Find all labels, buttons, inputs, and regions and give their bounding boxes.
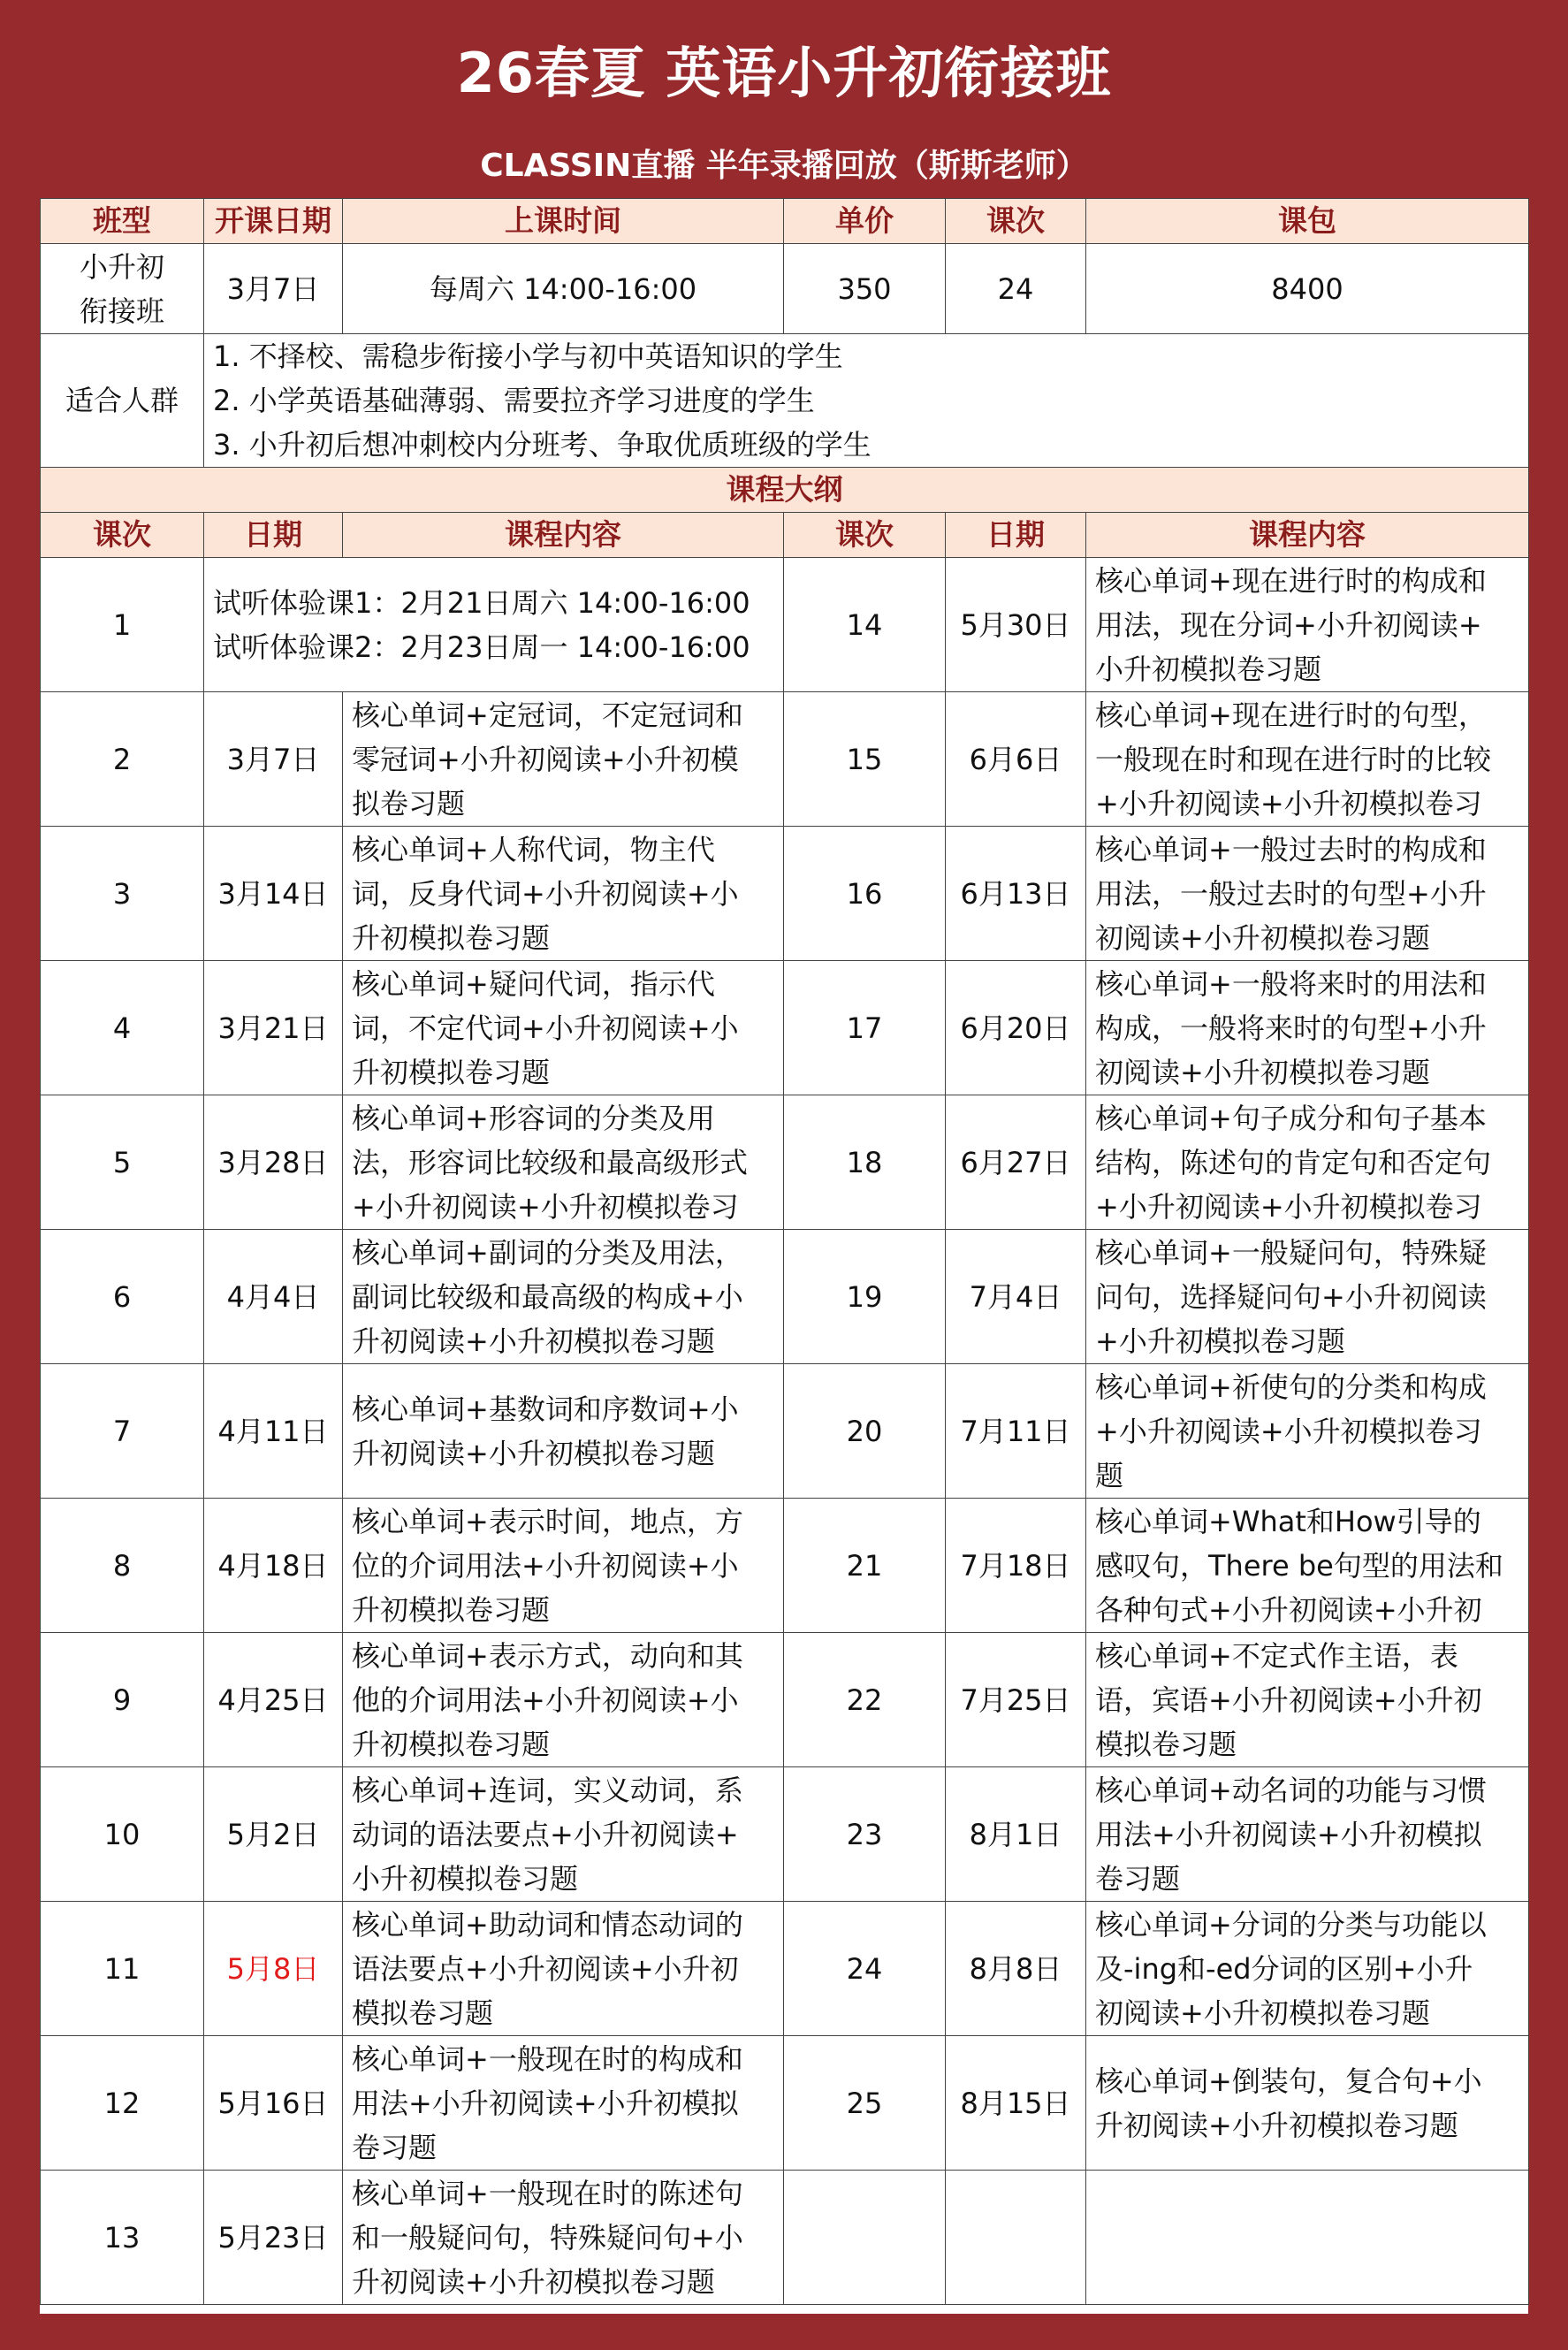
content-line: 用法+小升初阅读+小升初模拟 (352, 2086, 739, 2120)
content-line: 升初阅读+小升初模拟卷习题 (1095, 2108, 1458, 2142)
content-line: 试听体验课2：2月23日周一 14:00-16:00 (213, 629, 750, 664)
lesson-number: 18 (784, 1095, 946, 1230)
audience-list (204, 334, 1529, 468)
content-line: 卷习题 (1095, 1861, 1181, 1896)
lesson-date: 5月8日 (204, 1902, 343, 2036)
content-line: 小升初模拟卷习题 (1095, 652, 1322, 686)
lesson-content (343, 2171, 784, 2305)
content-line: 和一般疑问句，特殊疑问句+小 (352, 2220, 743, 2255)
info-value-row (41, 244, 1529, 334)
content-line: 核心单词+一般将来时的用法和 (1095, 966, 1487, 1001)
content-line: 核心单词+不定式作主语，表 (1095, 1638, 1458, 1673)
content-line: 升初模拟卷习题 (352, 920, 551, 955)
audience-row (41, 334, 1529, 468)
content-line: 构成，一般将来时的句型+小升 (1095, 1011, 1487, 1045)
audience-item: 1. 不择校、需稳步衔接小学与初中英语知识的学生 (213, 340, 843, 373)
content-line: +小升初阅读+小升初模拟卷习 (1095, 1414, 1482, 1448)
lesson-content (1086, 1633, 1529, 1767)
content-line: 核心单词+助动词和情态动词的 (352, 1907, 743, 1942)
lesson-date: 3月28日 (204, 1095, 343, 1230)
header-lesson-no: 课次 (784, 513, 946, 558)
content-line: 核心单词+表示时间，地点，方 (352, 1504, 743, 1538)
lesson-content (1086, 827, 1529, 961)
syllabus-row (41, 1767, 1529, 1902)
lesson-number: 7 (41, 1364, 204, 1499)
lesson-content (1086, 1767, 1529, 1902)
content-line: 小升初模拟卷习题 (352, 1861, 579, 1896)
lesson-number: 10 (41, 1767, 204, 1902)
content-line: 法，形容词比较级和最高级形式 (352, 1145, 749, 1179)
syllabus-row (41, 1364, 1529, 1499)
header-sessions: 课次 (946, 199, 1086, 244)
syllabus-row (41, 2036, 1529, 2171)
trial-lessons-cell (204, 558, 784, 692)
audience-item: 2. 小学英语基础薄弱、需要拉齐学习进度的学生 (213, 384, 815, 417)
lesson-content (1086, 961, 1529, 1095)
content-line: 他的介词用法+小升初阅读+小 (352, 1682, 739, 1717)
lesson-number: 3 (41, 827, 204, 961)
lesson-date: 5月16日 (204, 2036, 343, 2171)
lesson-date: 7月11日 (946, 1364, 1086, 1499)
content-line: 核心单词+现在进行时的句型， (1095, 698, 1487, 732)
class-type-cell (41, 244, 204, 334)
lesson-content (343, 827, 784, 961)
lesson-date: 6月27日 (946, 1095, 1086, 1230)
content-line: 卷习题 (352, 2130, 438, 2164)
class-time-cell: 每周六 14:00-16:00 (343, 244, 784, 334)
syllabus-row (41, 1499, 1529, 1633)
lesson-number: 8 (41, 1499, 204, 1633)
content-line: 词，反身代词+小升初阅读+小 (352, 876, 739, 911)
content-line: 核心单词+动名词的功能与习惯 (1095, 1773, 1487, 1807)
syllabus-row (41, 827, 1529, 961)
lesson-number: 1 (41, 558, 204, 692)
lesson-content (1086, 1095, 1529, 1230)
content-line: +小升初阅读+小升初模拟卷习 (352, 1189, 739, 1224)
lesson-date: 8月8日 (946, 1902, 1086, 2036)
content-line: +小升初阅读+小升初模拟卷习 (1095, 786, 1482, 820)
content-line: 语法要点+小升初阅读+小升初 (352, 1951, 739, 1986)
lesson-content (343, 1499, 784, 1633)
lesson-number: 17 (784, 961, 946, 1095)
syllabus-row (41, 1902, 1529, 2036)
lesson-date (946, 2171, 1086, 2305)
lesson-date: 8月1日 (946, 1767, 1086, 1902)
content-line: 感叹句，There be句型的用法和 (1095, 1548, 1503, 1583)
content-line: 核心单词+现在进行时的构成和 (1095, 563, 1487, 598)
content-line: 用法，现在分词+小升初阅读+ (1095, 607, 1482, 642)
course-table (40, 198, 1529, 2305)
unit-price-cell: 350 (784, 244, 946, 334)
content-line: 及-ing和-ed分词的区别+小升 (1095, 1951, 1473, 1986)
lesson-content (343, 2036, 784, 2171)
lesson-number: 25 (784, 2036, 946, 2171)
content-line: 升初阅读+小升初模拟卷习题 (352, 1436, 715, 1470)
lesson-number (784, 2171, 946, 2305)
content-line: 初阅读+小升初模拟卷习题 (1095, 1995, 1430, 2030)
lesson-number: 5 (41, 1095, 204, 1230)
syllabus-row (41, 2171, 1529, 2305)
content-line: 动词的语法要点+小升初阅读+ (352, 1817, 739, 1851)
content-line: 题 (1095, 1458, 1124, 1492)
content-line: 升初阅读+小升初模拟卷习题 (352, 1324, 715, 1358)
lesson-date: 4月25日 (204, 1633, 343, 1767)
lesson-content (1086, 692, 1529, 827)
lesson-number: 16 (784, 827, 946, 961)
header-lesson-no: 课次 (41, 513, 204, 558)
lesson-number: 11 (41, 1902, 204, 2036)
lesson-date: 6月6日 (946, 692, 1086, 827)
class-type-line: 衔接班 (79, 294, 164, 328)
content-line: 用法，一般过去时的句型+小升 (1095, 876, 1487, 911)
content-line: +小升初模拟卷习题 (1095, 1324, 1345, 1358)
course-sheet (40, 198, 1528, 2314)
content-line: 核心单词+句子成分和句子基本 (1095, 1101, 1487, 1135)
content-line: 核心单词+表示方式，动向和其 (352, 1638, 743, 1673)
lesson-number: 15 (784, 692, 946, 827)
content-line: 核心单词+定冠词，不定冠词和 (352, 698, 743, 732)
lesson-content (343, 1767, 784, 1902)
content-line: 核心单词+连词，实义动词，系 (352, 1773, 743, 1807)
content-line: 副词比较级和最高级的构成+小 (352, 1279, 743, 1314)
syllabus-row (41, 558, 1529, 692)
syllabus-row (41, 1230, 1529, 1364)
content-line: 各种句式+小升初阅读+小升初 (1095, 1592, 1482, 1627)
content-line: 词，不定代词+小升初阅读+小 (352, 1011, 739, 1045)
lesson-content (343, 1902, 784, 2036)
content-line: 升初模拟卷习题 (352, 1055, 551, 1089)
content-line: 模拟卷习题 (352, 1995, 494, 2030)
lesson-number: 13 (41, 2171, 204, 2305)
syllabus-row (41, 1095, 1529, 1230)
content-line: 升初模拟卷习题 (352, 1727, 551, 1761)
content-line: 模拟卷习题 (1095, 1727, 1237, 1761)
lesson-number: 22 (784, 1633, 946, 1767)
lesson-content (343, 1364, 784, 1499)
content-line: 初阅读+小升初模拟卷习题 (1095, 920, 1430, 955)
header-package: 课包 (1086, 199, 1529, 244)
lesson-content (343, 1230, 784, 1364)
lesson-date: 7月25日 (946, 1633, 1086, 1767)
content-line: 核心单词+疑问代词，指示代 (352, 966, 715, 1001)
lesson-content (343, 692, 784, 827)
content-line: 问句，选择疑问句+小升初阅读 (1095, 1279, 1487, 1314)
content-line: 升初模拟卷习题 (352, 1592, 551, 1627)
lesson-number: 2 (41, 692, 204, 827)
syllabus-title-row (41, 468, 1529, 513)
syllabus-header-row (41, 513, 1529, 558)
content-line: 核心单词+一般疑问句，特殊疑 (1095, 1235, 1487, 1270)
content-line: 核心单词+人称代词，物主代 (352, 832, 715, 866)
content-line: 核心单词+一般现在时的陈述句 (352, 2176, 743, 2210)
lesson-number: 4 (41, 961, 204, 1095)
content-line: 一般现在时和现在进行时的比较 (1095, 742, 1492, 776)
lesson-date: 5月23日 (204, 2171, 343, 2305)
lesson-date: 7月18日 (946, 1499, 1086, 1633)
lesson-date: 5月30日 (946, 558, 1086, 692)
lesson-number: 23 (784, 1767, 946, 1902)
audience-label: 适合人群 (41, 334, 204, 468)
lesson-content (1086, 2171, 1529, 2305)
content-line: +小升初阅读+小升初模拟卷习 (1095, 1189, 1482, 1224)
lesson-date: 6月13日 (946, 827, 1086, 961)
header-date: 日期 (946, 513, 1086, 558)
lesson-date: 4月4日 (204, 1230, 343, 1364)
header-date: 日期 (204, 513, 343, 558)
lesson-content (343, 961, 784, 1095)
syllabus-row (41, 1633, 1529, 1767)
lesson-date: 7月4日 (946, 1230, 1086, 1364)
lesson-date: 3月7日 (204, 692, 343, 827)
content-line: 试听体验课1：2月21日周六 14:00-16:00 (213, 585, 750, 620)
lesson-number: 24 (784, 1902, 946, 2036)
page-subtitle: CLASSIN直播 半年录播回放（斯斯老师） (480, 147, 1088, 184)
start-date-cell: 3月7日 (204, 244, 343, 334)
syllabus-title: 课程大纲 (41, 468, 1529, 513)
lesson-content (1086, 2036, 1529, 2171)
content-line: 核心单词+副词的分类及用法， (352, 1235, 743, 1270)
content-line: 位的介词用法+小升初阅读+小 (352, 1548, 739, 1583)
content-line: 核心单词+基数词和序数词+小 (352, 1392, 739, 1426)
lesson-number: 14 (784, 558, 946, 692)
lesson-date: 6月20日 (946, 961, 1086, 1095)
content-line: 升初阅读+小升初模拟卷习题 (352, 2264, 715, 2299)
header-unit-price: 单价 (784, 199, 946, 244)
lesson-number: 19 (784, 1230, 946, 1364)
lesson-date: 8月15日 (946, 2036, 1086, 2171)
content-line: 用法+小升初阅读+小升初模拟 (1095, 1817, 1482, 1851)
content-line: 核心单词+分词的分类与功能以 (1095, 1907, 1487, 1942)
lesson-content (1086, 1499, 1529, 1633)
lesson-number: 6 (41, 1230, 204, 1364)
page-title: 26春夏 英语小升初衔接班 (456, 41, 1112, 105)
header-class-time: 上课时间 (343, 199, 784, 244)
content-line: 结构，陈述句的肯定句和否定句 (1095, 1145, 1492, 1179)
lesson-number: 20 (784, 1364, 946, 1499)
lesson-content (1086, 1364, 1529, 1499)
lesson-number: 9 (41, 1633, 204, 1767)
lesson-date: 3月14日 (204, 827, 343, 961)
lesson-number: 12 (41, 2036, 204, 2171)
lesson-content (343, 1633, 784, 1767)
content-line: 核心单词+What和How引导的 (1095, 1504, 1481, 1538)
lesson-content (1086, 1902, 1529, 2036)
content-line: 零冠词+小升初阅读+小升初模 (352, 742, 739, 776)
content-line: 核心单词+倒装句，复合句+小 (1095, 2064, 1482, 2098)
header-class-type: 班型 (41, 199, 204, 244)
audience-item: 3. 小升初后想冲刺校内分班考、争取优质班级的学生 (213, 428, 872, 462)
package-price-cell: 8400 (1086, 244, 1529, 334)
syllabus-row (41, 961, 1529, 1095)
lesson-date: 5月2日 (204, 1767, 343, 1902)
content-line: 拟卷习题 (352, 786, 466, 820)
content-line: 核心单词+一般现在时的构成和 (352, 2041, 743, 2076)
content-line: 核心单词+一般过去时的构成和 (1095, 832, 1487, 866)
info-header-row (41, 199, 1529, 244)
lesson-date: 3月21日 (204, 961, 343, 1095)
lesson-number: 21 (784, 1499, 946, 1633)
class-type-line: 小升初 (79, 249, 164, 284)
content-line: 语，宾语+小升初阅读+小升初 (1095, 1682, 1482, 1717)
lesson-date: 4月18日 (204, 1499, 343, 1633)
header-content: 课程内容 (1086, 513, 1529, 558)
lesson-content (1086, 1230, 1529, 1364)
content-line: 初阅读+小升初模拟卷习题 (1095, 1055, 1430, 1089)
content-line: 核心单词+祈使句的分类和构成 (1095, 1370, 1487, 1404)
lesson-content (343, 1095, 784, 1230)
header-content: 课程内容 (343, 513, 784, 558)
syllabus-row (41, 692, 1529, 827)
content-line: 核心单词+形容词的分类及用 (352, 1101, 715, 1135)
lesson-content (1086, 558, 1529, 692)
lesson-date: 4月11日 (204, 1364, 343, 1499)
header-start-date: 开课日期 (204, 199, 343, 244)
sessions-cell: 24 (946, 244, 1086, 334)
